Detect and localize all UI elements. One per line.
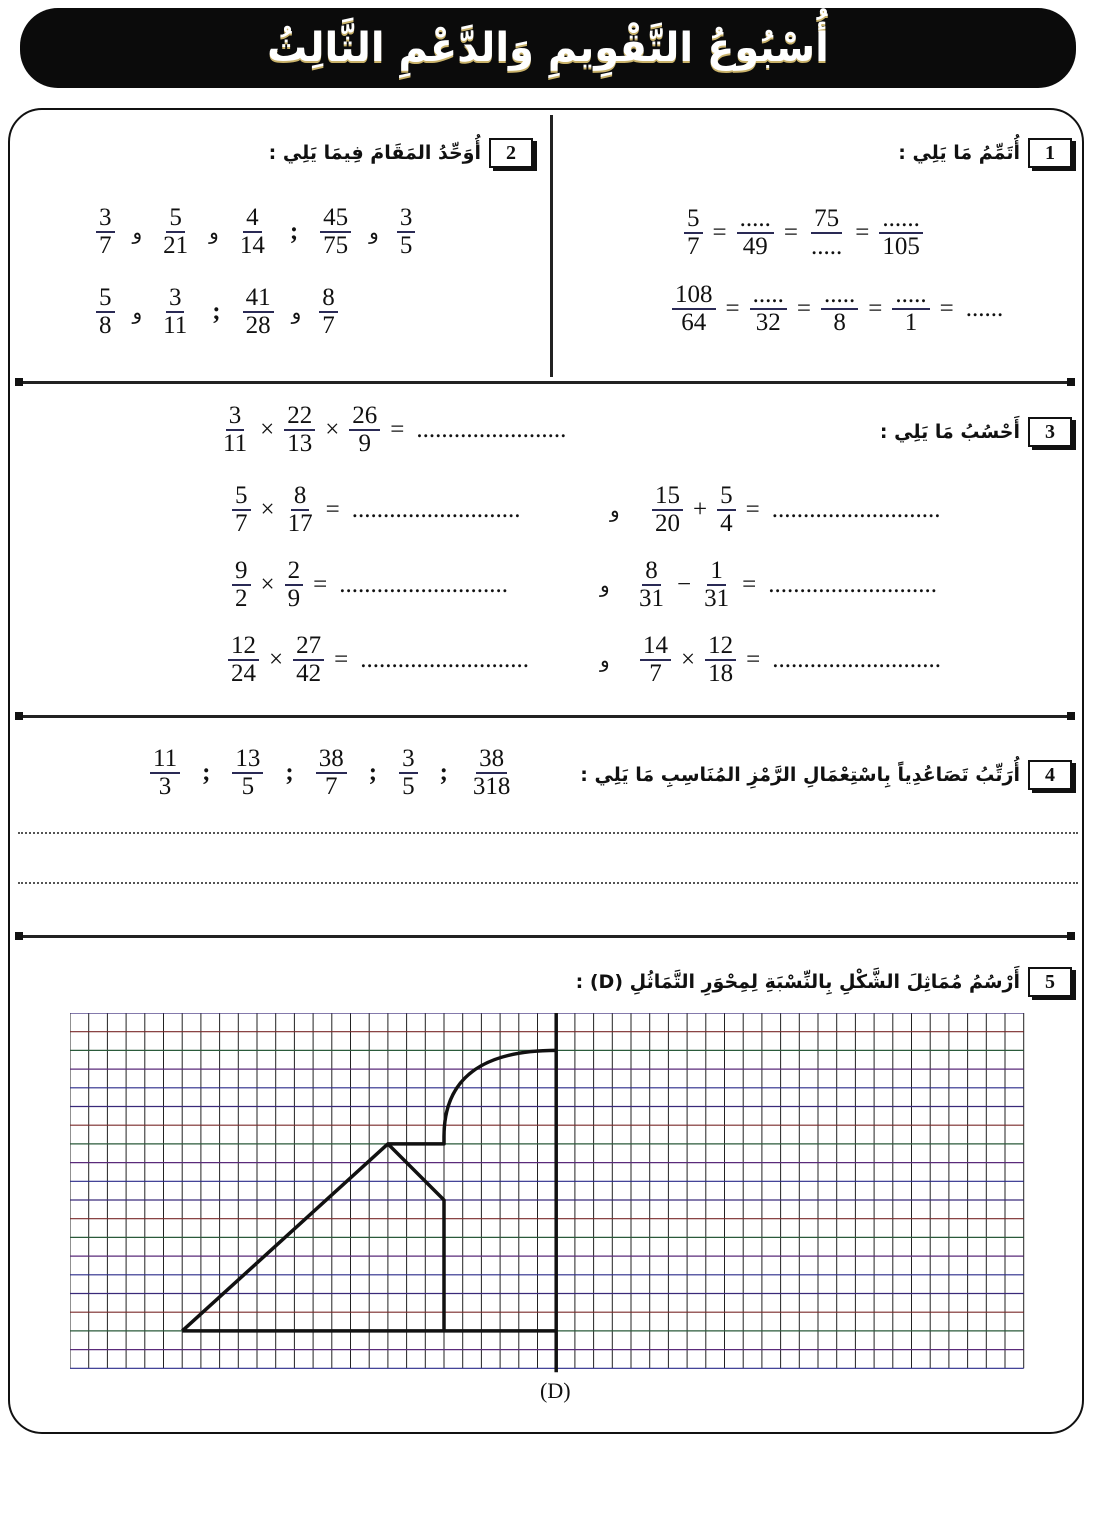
operator: × xyxy=(269,646,284,674)
exercise-1-header xyxy=(898,138,1072,168)
denominator: 1 xyxy=(904,309,918,337)
separator: ; xyxy=(368,759,378,787)
separator: ; xyxy=(289,218,299,246)
fraction xyxy=(96,205,115,260)
exercise-number: 4 xyxy=(1028,760,1072,790)
calculation-right xyxy=(652,483,942,538)
fraction xyxy=(808,206,845,261)
denominator: 32 xyxy=(755,309,781,337)
fraction xyxy=(160,285,190,340)
fraction xyxy=(243,285,274,340)
conjunction: و xyxy=(132,300,143,325)
numerator: 45 xyxy=(320,205,351,233)
fraction xyxy=(293,633,324,688)
fraction xyxy=(672,282,716,337)
denominator: 21 xyxy=(163,232,189,260)
fraction xyxy=(319,285,338,340)
denominator: 5 xyxy=(241,773,255,801)
denominator: 75 xyxy=(323,232,349,260)
conjunction: و xyxy=(291,300,302,325)
operator: = xyxy=(390,416,405,444)
denominator: 5 xyxy=(402,773,415,801)
fraction xyxy=(228,633,259,688)
numerator: 2 xyxy=(285,558,304,586)
denominator: 49 xyxy=(742,233,768,261)
separator: ; xyxy=(212,298,221,326)
answer-blank[interactable]: ........................... xyxy=(360,646,529,674)
fraction xyxy=(636,558,667,613)
page-title: أُسْبُوعُ التَّقْوِيمِ وَالدَّعْمِ الثَّالِثُ xyxy=(267,25,829,71)
exercise-number: 5 xyxy=(1028,967,1072,997)
fraction xyxy=(220,403,250,458)
denominator: 13 xyxy=(287,430,313,458)
numerator: 5 xyxy=(96,285,115,313)
column-divider xyxy=(550,115,553,377)
operator: = xyxy=(939,295,954,323)
numerator: 3 xyxy=(399,746,418,774)
numerator: 15 xyxy=(652,483,683,511)
denominator: 64 xyxy=(681,309,707,337)
fraction-pairs-row xyxy=(96,205,415,260)
numerator: 8 xyxy=(291,483,310,511)
operator: = xyxy=(313,571,328,599)
denominator: 3 xyxy=(158,773,172,801)
exercise-instruction: أُتَمِّمُ مَا يَلِي : xyxy=(898,142,1020,164)
numerator: 75 xyxy=(811,206,842,234)
numerator: 27 xyxy=(293,633,324,661)
fraction xyxy=(640,633,671,688)
operator: − xyxy=(677,571,692,599)
denominator: 7 xyxy=(322,312,335,340)
numerator: 8 xyxy=(319,285,338,313)
conjunction: و xyxy=(209,220,219,245)
calculation-row xyxy=(220,403,568,458)
fraction xyxy=(232,746,263,801)
denominator: 318 xyxy=(472,773,511,801)
fraction xyxy=(470,746,514,801)
numerator[interactable]: ..... xyxy=(892,282,929,310)
operator: = xyxy=(334,646,349,674)
operator: = xyxy=(855,219,870,247)
exercise-instruction: أَرْسُمُ مُمَاثِلَ الشَّكْلِ بِالنِّسْبَةِ لِمِحْوَرِ التَّمَاثُلِ (D) : xyxy=(575,971,1020,993)
denominator: 9 xyxy=(358,430,372,458)
operator: = xyxy=(712,219,727,247)
title-banner xyxy=(20,8,1076,88)
denominator: 7 xyxy=(649,660,662,688)
numerator[interactable]: ...... xyxy=(879,206,923,234)
operator: = xyxy=(796,295,811,323)
numerator: 108 xyxy=(672,282,716,310)
operator: = xyxy=(868,295,883,323)
operator: = xyxy=(783,219,798,247)
numerator[interactable]: ..... xyxy=(821,282,858,310)
denominator: 7 xyxy=(324,773,338,801)
fraction-pairs-row xyxy=(96,285,338,340)
denominator: 31 xyxy=(704,585,730,613)
numerator: 41 xyxy=(243,285,274,313)
denominator: 31 xyxy=(639,585,664,613)
denominator: 28 xyxy=(245,312,271,340)
denominator: 14 xyxy=(239,232,265,260)
fraction xyxy=(821,282,858,337)
operator: × xyxy=(681,646,696,674)
calculation-right xyxy=(640,633,943,688)
operator: × xyxy=(260,571,275,599)
separator: ; xyxy=(439,759,448,787)
fraction xyxy=(705,633,736,688)
exercise-number: 1 xyxy=(1028,138,1072,168)
answer-blank[interactable]: ...... xyxy=(965,295,1004,323)
numerator: 13 xyxy=(232,746,263,774)
fraction xyxy=(737,206,774,261)
operator: = xyxy=(725,295,740,323)
fraction xyxy=(285,483,316,538)
exercise-instruction: أُرَتِّبُ تَصَاعُدِياً بِاسْتِعْمَالِ الرَّمْزِ المُنَاسِبِ مَا يَلِي : xyxy=(580,764,1020,786)
equation-row xyxy=(684,206,923,261)
numerator: 11 xyxy=(150,746,180,774)
calculation-right xyxy=(636,558,939,613)
fraction xyxy=(717,483,736,538)
fraction xyxy=(652,483,683,538)
denominator[interactable]: ..... xyxy=(810,233,843,261)
denominator: 7 xyxy=(235,510,248,538)
equation-row xyxy=(672,282,1005,337)
fraction xyxy=(701,558,732,613)
exercise-instruction: أَحْسُبُ مَا يَلِي : xyxy=(879,421,1020,443)
answer-blank[interactable]: ........................... xyxy=(771,496,941,524)
operator: × xyxy=(260,496,275,524)
section-divider xyxy=(15,935,1075,938)
numerator: 26 xyxy=(349,403,380,431)
drawing-grid[interactable] xyxy=(70,1013,1030,1373)
fractions-to-order xyxy=(150,746,513,801)
operator: = xyxy=(742,571,757,599)
numerator[interactable]: ..... xyxy=(737,206,774,234)
numerator: 3 xyxy=(226,403,245,431)
numerator[interactable]: ..... xyxy=(750,282,787,310)
conjunction: و xyxy=(610,498,620,522)
numerator: 3 xyxy=(166,285,185,313)
fraction xyxy=(232,483,251,538)
fraction xyxy=(879,206,923,261)
answer-blank[interactable]: ........................... xyxy=(339,571,508,599)
fraction xyxy=(399,746,418,801)
numerator: 38 xyxy=(476,746,507,774)
symmetry-axis-label: (D) xyxy=(540,1378,571,1403)
denominator: 7 xyxy=(687,233,700,261)
operator: + xyxy=(693,496,708,524)
numerator: 5 xyxy=(717,483,736,511)
fraction xyxy=(316,746,347,801)
fraction xyxy=(284,403,315,458)
numerator: 4 xyxy=(243,205,262,233)
exercise-4-header xyxy=(580,760,1072,790)
exercise-number: 3 xyxy=(1028,417,1072,447)
numerator: 38 xyxy=(316,746,347,774)
denominator: 11 xyxy=(223,430,248,458)
numerator: 14 xyxy=(640,633,671,661)
fraction xyxy=(892,282,929,337)
calculation-left xyxy=(232,558,510,613)
denominator: 20 xyxy=(655,510,680,538)
section-divider xyxy=(15,381,1075,384)
separator: ; xyxy=(285,759,294,787)
denominator: 18 xyxy=(708,660,734,688)
numerator: 22 xyxy=(284,403,315,431)
answer-blank[interactable]: ........................... xyxy=(772,646,941,674)
fraction xyxy=(320,205,351,260)
numerator: 3 xyxy=(96,205,115,233)
operator: = xyxy=(745,496,760,524)
numerator: 5 xyxy=(684,206,703,234)
exercise-3-header xyxy=(880,417,1072,447)
denominator: 17 xyxy=(287,510,313,538)
operator: × xyxy=(325,416,340,444)
operator: × xyxy=(260,416,275,444)
answer-line[interactable] xyxy=(18,882,1078,884)
denominator: 8 xyxy=(833,309,846,337)
fraction xyxy=(349,403,380,458)
fraction xyxy=(397,205,416,260)
numerator: 5 xyxy=(166,205,185,233)
exercise-2-header xyxy=(269,138,533,168)
denominator: 9 xyxy=(287,585,301,613)
numerator: 5 xyxy=(232,483,251,511)
answer-blank[interactable]: ........................ xyxy=(416,416,567,444)
answer-line[interactable] xyxy=(18,832,1078,834)
operator: = xyxy=(746,646,761,674)
fraction xyxy=(285,558,304,613)
conjunction: و xyxy=(600,648,610,672)
denominator: 105 xyxy=(882,233,920,261)
numerator: 1 xyxy=(707,558,726,586)
numerator: 3 xyxy=(397,205,416,233)
calculation-left xyxy=(228,633,531,688)
denominator: 42 xyxy=(296,660,322,688)
denominator: 8 xyxy=(99,312,112,340)
fraction xyxy=(96,285,115,340)
denominator: 2 xyxy=(235,585,248,613)
separator: ; xyxy=(202,759,211,787)
fraction xyxy=(684,206,703,261)
denominator: 5 xyxy=(399,232,413,260)
exercise-instruction: أُوَحِّدُ المَقَامَ فِيمَا يَلِي : xyxy=(268,142,481,164)
denominator: 11 xyxy=(163,312,188,340)
fraction xyxy=(150,746,180,801)
fraction xyxy=(232,558,251,613)
fraction xyxy=(237,205,268,260)
denominator: 24 xyxy=(231,660,256,688)
exercise-number: 2 xyxy=(489,138,533,168)
exercise-5-header xyxy=(576,967,1072,997)
numerator: 9 xyxy=(232,558,251,586)
conjunction: و xyxy=(600,573,610,597)
answer-blank[interactable]: ........................... xyxy=(768,571,937,599)
section-divider xyxy=(15,715,1075,718)
numerator: 8 xyxy=(642,558,661,586)
denominator: 4 xyxy=(720,510,733,538)
answer-blank[interactable]: ........................... xyxy=(351,496,521,524)
fraction xyxy=(750,282,787,337)
calculation-left xyxy=(232,483,522,538)
numerator: 12 xyxy=(228,633,259,661)
numerator: 12 xyxy=(705,633,736,661)
conjunction: و xyxy=(369,220,379,245)
operator: = xyxy=(325,496,340,524)
denominator: 7 xyxy=(99,232,112,260)
fraction xyxy=(160,205,191,260)
conjunction: و xyxy=(132,220,143,245)
